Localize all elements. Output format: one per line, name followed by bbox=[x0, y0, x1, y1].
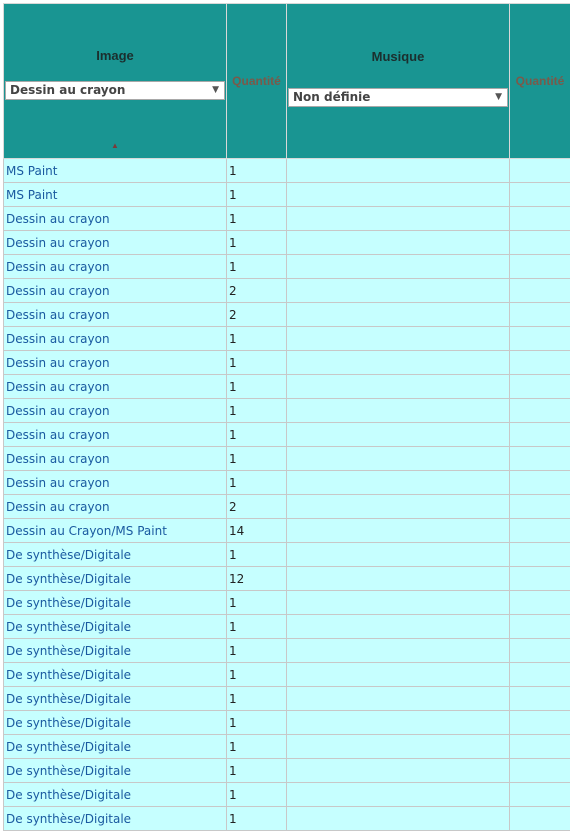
table-row bbox=[4, 543, 570, 567]
table-row bbox=[4, 735, 570, 759]
quantity-2-cell bbox=[510, 567, 570, 591]
table-row bbox=[4, 783, 570, 807]
table-row bbox=[4, 519, 570, 543]
image-cell[interactable]: Dessin au crayon bbox=[4, 279, 227, 303]
quantity-2-cell bbox=[510, 207, 570, 231]
music-cell bbox=[287, 759, 510, 783]
image-cell[interactable]: Dessin au crayon bbox=[4, 207, 227, 231]
quantity-cell: 1 bbox=[227, 159, 287, 183]
music-cell bbox=[287, 495, 510, 519]
quantity-cell: 1 bbox=[227, 327, 287, 351]
quantity-2-cell bbox=[510, 303, 570, 327]
quantity-cell: 1 bbox=[227, 399, 287, 423]
table-row bbox=[4, 639, 570, 663]
music-cell bbox=[287, 735, 510, 759]
music-cell bbox=[287, 663, 510, 687]
music-cell bbox=[287, 255, 510, 279]
quantity-column-header-2[interactable] bbox=[510, 4, 570, 159]
quantity-cell: 1 bbox=[227, 687, 287, 711]
music-cell bbox=[287, 279, 510, 303]
quantity-2-cell bbox=[510, 735, 570, 759]
quantity-cell: 1 bbox=[227, 375, 287, 399]
music-cell bbox=[287, 783, 510, 807]
quantity-header-label-2: Quantité bbox=[510, 74, 570, 88]
quantity-2-cell bbox=[510, 279, 570, 303]
quantity-2-cell bbox=[510, 615, 570, 639]
image-cell[interactable]: De synthèse/Digitale bbox=[4, 663, 227, 687]
inventory-table-container bbox=[3, 3, 570, 831]
table-row bbox=[4, 279, 570, 303]
music-cell bbox=[287, 591, 510, 615]
music-column-header bbox=[287, 4, 510, 159]
quantity-cell: 1 bbox=[227, 255, 287, 279]
quantity-cell: 1 bbox=[227, 615, 287, 639]
quantity-cell: 1 bbox=[227, 543, 287, 567]
quantity-column-header-1[interactable] bbox=[227, 4, 287, 159]
quantity-2-cell bbox=[510, 255, 570, 279]
quantity-2-cell bbox=[510, 711, 570, 735]
music-cell bbox=[287, 543, 510, 567]
quantity-2-cell bbox=[510, 759, 570, 783]
quantity-cell: 2 bbox=[227, 279, 287, 303]
music-cell bbox=[287, 375, 510, 399]
quantity-cell: 1 bbox=[227, 711, 287, 735]
quantity-cell: 1 bbox=[227, 351, 287, 375]
music-cell bbox=[287, 615, 510, 639]
quantity-cell: 1 bbox=[227, 639, 287, 663]
quantity-2-cell bbox=[510, 687, 570, 711]
table-row bbox=[4, 663, 570, 687]
table-row bbox=[4, 687, 570, 711]
image-cell[interactable]: De synthèse/Digitale bbox=[4, 783, 227, 807]
table-row bbox=[4, 327, 570, 351]
music-cell bbox=[287, 687, 510, 711]
image-header-label: Image bbox=[4, 48, 226, 63]
table-row bbox=[4, 567, 570, 591]
quantity-2-cell bbox=[510, 783, 570, 807]
music-cell bbox=[287, 207, 510, 231]
music-cell bbox=[287, 351, 510, 375]
table-body bbox=[4, 159, 570, 831]
image-cell[interactable]: Dessin au crayon bbox=[4, 327, 227, 351]
quantity-2-cell bbox=[510, 375, 570, 399]
table-row bbox=[4, 303, 570, 327]
image-cell[interactable]: Dessin au crayon bbox=[4, 303, 227, 327]
quantity-2-cell bbox=[510, 543, 570, 567]
image-cell[interactable]: Dessin au crayon bbox=[4, 351, 227, 375]
table-row bbox=[4, 351, 570, 375]
inventory-table bbox=[3, 3, 570, 831]
table-row bbox=[4, 375, 570, 399]
table-row bbox=[4, 447, 570, 471]
image-cell[interactable]: Dessin au crayon bbox=[4, 375, 227, 399]
music-header-label: Musique bbox=[287, 49, 509, 64]
quantity-cell: 14 bbox=[227, 519, 287, 543]
image-cell[interactable]: De synthèse/Digitale bbox=[4, 543, 227, 567]
quantity-cell: 1 bbox=[227, 735, 287, 759]
music-filter-value: Non définie bbox=[293, 90, 370, 104]
music-cell bbox=[287, 519, 510, 543]
image-cell[interactable]: Dessin au Crayon/MS Paint bbox=[4, 519, 227, 543]
image-cell[interactable]: De synthèse/Digitale bbox=[4, 807, 227, 831]
quantity-2-cell bbox=[510, 663, 570, 687]
table-row bbox=[4, 159, 570, 183]
chevron-down-icon: ▼ bbox=[495, 89, 502, 106]
image-cell[interactable]: De synthèse/Digitale bbox=[4, 591, 227, 615]
music-cell bbox=[287, 807, 510, 831]
quantity-2-cell bbox=[510, 639, 570, 663]
image-cell[interactable]: MS Paint bbox=[4, 159, 227, 183]
music-cell bbox=[287, 327, 510, 351]
music-cell bbox=[287, 159, 510, 183]
music-cell bbox=[287, 639, 510, 663]
table-row bbox=[4, 207, 570, 231]
image-cell[interactable]: Dessin au crayon bbox=[4, 255, 227, 279]
quantity-cell: 1 bbox=[227, 207, 287, 231]
image-cell[interactable]: De synthèse/Digitale bbox=[4, 615, 227, 639]
chevron-down-icon: ▼ bbox=[212, 82, 219, 99]
table-header-row bbox=[4, 4, 570, 159]
music-cell bbox=[287, 303, 510, 327]
table-row bbox=[4, 255, 570, 279]
music-cell bbox=[287, 399, 510, 423]
quantity-cell: 1 bbox=[227, 231, 287, 255]
quantity-cell: 12 bbox=[227, 567, 287, 591]
quantity-2-cell bbox=[510, 231, 570, 255]
music-cell bbox=[287, 567, 510, 591]
table-row bbox=[4, 711, 570, 735]
table-row bbox=[4, 183, 570, 207]
quantity-cell: 1 bbox=[227, 471, 287, 495]
quantity-cell: 1 bbox=[227, 807, 287, 831]
quantity-2-cell bbox=[510, 495, 570, 519]
image-cell[interactable]: De synthèse/Digitale bbox=[4, 639, 227, 663]
image-cell[interactable]: De synthèse/Digitale bbox=[4, 567, 227, 591]
quantity-cell: 1 bbox=[227, 183, 287, 207]
music-cell bbox=[287, 471, 510, 495]
image-filter-value: Dessin au crayon bbox=[10, 83, 125, 97]
quantity-2-cell bbox=[510, 519, 570, 543]
image-cell[interactable]: Dessin au crayon bbox=[4, 447, 227, 471]
image-cell[interactable]: Dessin au crayon bbox=[4, 423, 227, 447]
quantity-2-cell bbox=[510, 159, 570, 183]
image-cell[interactable]: Dessin au crayon bbox=[4, 399, 227, 423]
quantity-cell: 1 bbox=[227, 423, 287, 447]
image-cell[interactable]: Dessin au crayon bbox=[4, 495, 227, 519]
table-row bbox=[4, 591, 570, 615]
quantity-2-cell bbox=[510, 447, 570, 471]
table-row bbox=[4, 759, 570, 783]
image-cell[interactable]: MS Paint bbox=[4, 183, 227, 207]
sort-ascending-icon[interactable]: ▲ bbox=[4, 141, 226, 150]
table-row bbox=[4, 495, 570, 519]
image-cell[interactable]: De synthèse/Digitale bbox=[4, 735, 227, 759]
quantity-cell: 2 bbox=[227, 303, 287, 327]
image-cell[interactable]: Dessin au crayon bbox=[4, 231, 227, 255]
quantity-cell: 1 bbox=[227, 663, 287, 687]
table-row bbox=[4, 231, 570, 255]
quantity-header-label-1: Quantité bbox=[227, 74, 286, 88]
quantity-2-cell bbox=[510, 423, 570, 447]
table-row bbox=[4, 423, 570, 447]
quantity-cell: 1 bbox=[227, 783, 287, 807]
table-row bbox=[4, 807, 570, 831]
image-cell[interactable]: De synthèse/Digitale bbox=[4, 687, 227, 711]
quantity-2-cell bbox=[510, 471, 570, 495]
music-cell bbox=[287, 231, 510, 255]
quantity-2-cell bbox=[510, 399, 570, 423]
music-cell bbox=[287, 423, 510, 447]
music-cell bbox=[287, 711, 510, 735]
image-filter-select[interactable] bbox=[5, 81, 225, 100]
image-cell[interactable]: De synthèse/Digitale bbox=[4, 759, 227, 783]
quantity-2-cell bbox=[510, 807, 570, 831]
table-row bbox=[4, 471, 570, 495]
quantity-cell: 1 bbox=[227, 447, 287, 471]
quantity-2-cell bbox=[510, 183, 570, 207]
image-cell[interactable]: De synthèse/Digitale bbox=[4, 711, 227, 735]
image-column-header bbox=[4, 4, 227, 159]
quantity-cell: 1 bbox=[227, 759, 287, 783]
image-cell[interactable]: Dessin au crayon bbox=[4, 471, 227, 495]
quantity-2-cell bbox=[510, 591, 570, 615]
music-cell bbox=[287, 183, 510, 207]
music-cell bbox=[287, 447, 510, 471]
music-filter-select[interactable] bbox=[288, 88, 508, 107]
quantity-cell: 1 bbox=[227, 591, 287, 615]
quantity-cell: 2 bbox=[227, 495, 287, 519]
table-row bbox=[4, 615, 570, 639]
quantity-2-cell bbox=[510, 327, 570, 351]
quantity-2-cell bbox=[510, 351, 570, 375]
table-row bbox=[4, 399, 570, 423]
